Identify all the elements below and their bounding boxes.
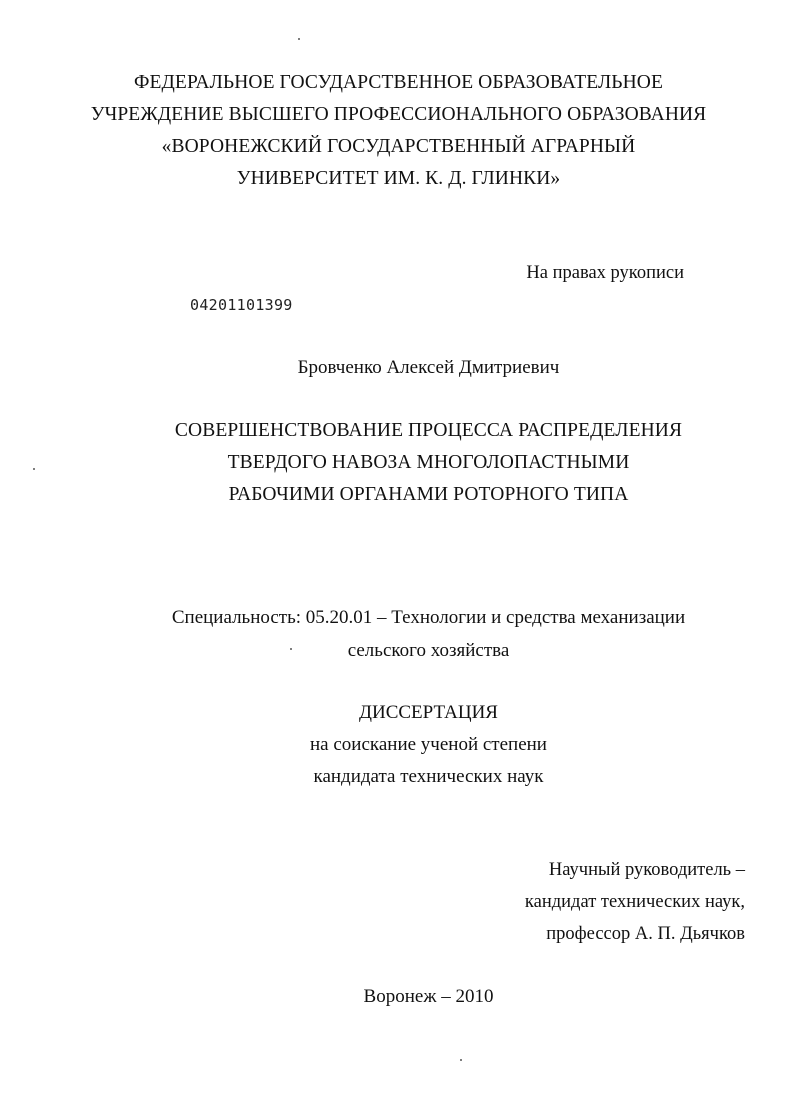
supervisor-line-1: Научный руководитель – [548,860,745,880]
author-name: Бровченко Алексей Дмитриевич [297,357,560,378]
dissertation-title-line-2: ТВЕРДОГО НАВОЗА МНОГОЛОПАСТНЫМИ [227,452,630,473]
institution-header-line-2: УЧРЕЖДЕНИЕ ВЫСШЕГО ПРОФЕССИОНАЛЬНОГО ОБРАЗОВАНИЯ [90,104,707,125]
work-type-line-2: на соискание ученой степени [310,734,547,755]
institution-header-line-4: УНИВЕРСИТЕТ ИМ. К. Д. ГЛИНКИ» [236,168,561,189]
dissertation-title-line-1: СОВЕРШЕНСТВОВАНИЕ ПРОЦЕССА РАСПРЕДЕЛЕНИЯ [174,420,683,441]
work-type-heading: ДИССЕРТАЦИЯ [359,702,498,723]
scan-speck [460,1059,462,1061]
place-year: Воронеж – 2010 [363,986,494,1007]
supervisor-line-2: кандидат технических наук, [524,892,745,912]
manuscript-note: На правах рукописи [526,263,684,283]
institution-header-line-3: «ВОРОНЕЖСКИЙ ГОСУДАРСТВЕННЫЙ АГРАРНЫЙ [161,136,636,157]
catalog-code: 04201101399 [190,296,293,314]
dissertation-title-line-3: РАБОЧИМИ ОРГАНАМИ РОТОРНОГО ТИПА [228,484,629,505]
specialty-line-1: Специальность: 05.20.01 – Технологии и средства механизации [171,607,686,628]
specialty-line-2: сельского хозяйства [347,640,510,661]
institution-header-line-1: ФЕДЕРАЛЬНОЕ ГОСУДАРСТВЕННОЕ ОБРАЗОВАТЕЛЬНОЕ [134,72,663,93]
work-type-line-3: кандидата технических наук [313,766,544,787]
scan-speck [298,38,300,40]
supervisor-line-3: профессор А. П. Дьячков [546,924,745,944]
